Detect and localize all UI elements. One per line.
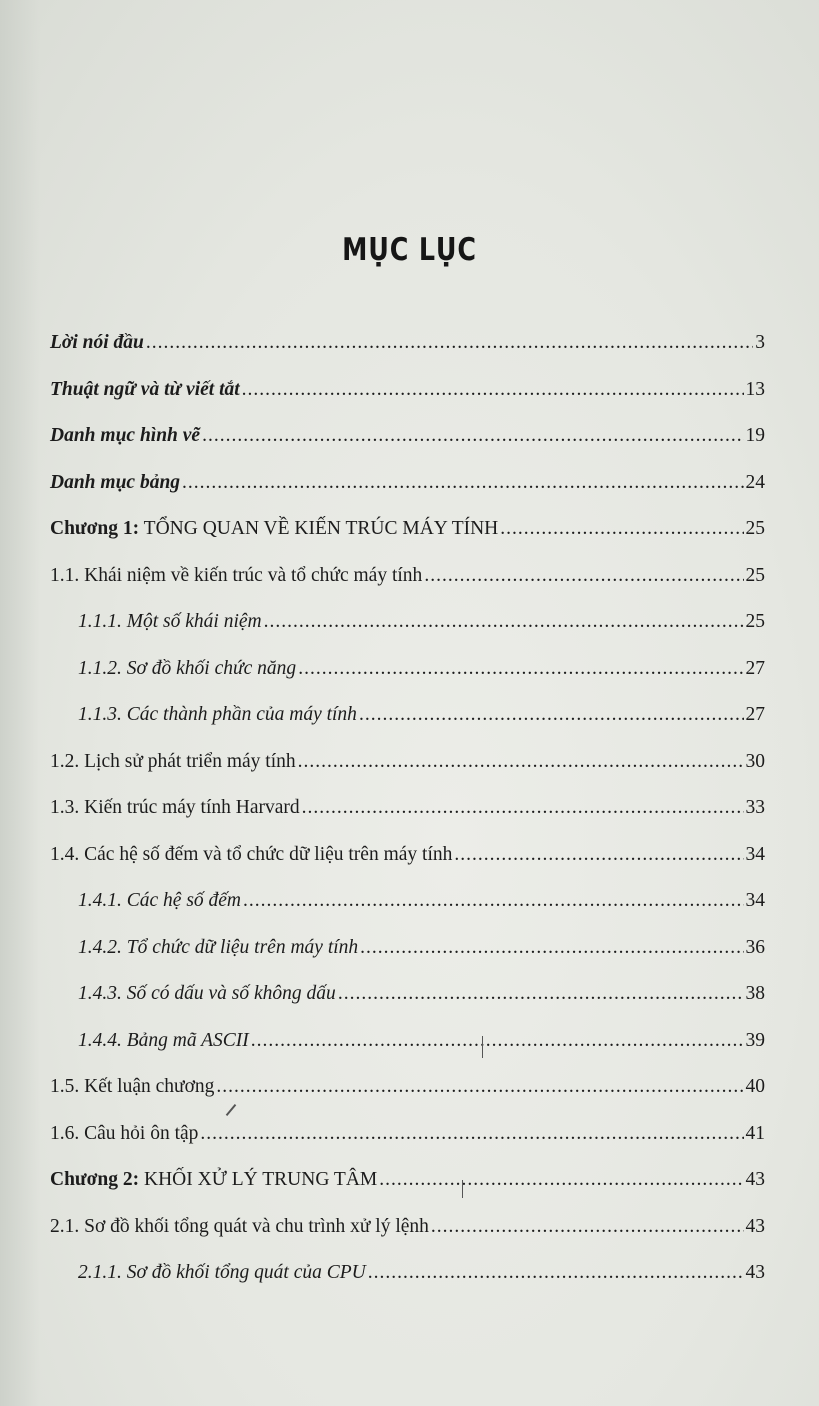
- dot-leader: [216, 1064, 743, 1111]
- toc-entry-label: [50, 1204, 429, 1251]
- toc-entry: [50, 413, 765, 460]
- toc-page-number: 39: [745, 1029, 765, 1051]
- dot-leader: [202, 413, 743, 460]
- toc-entry-text: 1.1. Khái niệm về kiến trúc và tổ chức máy tính: [50, 564, 423, 586]
- toc-page-number: 25: [745, 564, 765, 586]
- dot-leader: [379, 1157, 743, 1204]
- dot-leader: [431, 1204, 744, 1251]
- toc-entry-label: [78, 925, 358, 972]
- toc-entry-text: 2.1. Sơ đồ khối tổng quát và chu trình xử lý lệnh: [50, 1215, 429, 1237]
- toc-entry-text: 1.5. Kết luận chương: [50, 1076, 215, 1097]
- toc-entry-label: [50, 1157, 377, 1204]
- page-title: MỤC LỤC: [342, 232, 477, 268]
- dot-leader: [264, 599, 744, 646]
- toc-page-number: 27: [745, 657, 765, 679]
- toc-page-number: 25: [745, 518, 765, 539]
- toc-entry-text: Danh mục hình vẽ: [50, 425, 201, 446]
- toc-entry: [50, 832, 765, 879]
- chapter-prefix: Chương 2:: [50, 1169, 140, 1190]
- toc-entry-label: [78, 1018, 249, 1065]
- toc-page-number: 43: [745, 1215, 765, 1237]
- toc-entry-label: [78, 599, 262, 646]
- toc-entry-text: Lời nói đầu: [50, 332, 144, 353]
- toc-entry-text: 1.1.2. Sơ đồ khối chức năng: [78, 657, 297, 679]
- toc-entry-text: Danh mục bảng: [50, 471, 181, 493]
- dot-leader: [251, 1018, 744, 1065]
- toc-entry-text: 1.4.3. Số có dấu và số không dấu: [78, 983, 336, 1004]
- toc-entry: [50, 971, 765, 1018]
- dot-leader: [338, 971, 744, 1018]
- toc-entry-text: TỔNG QUAN VỀ KIẾN TRÚC MÁY TÍNH: [139, 518, 499, 539]
- toc-entry: [50, 692, 765, 739]
- toc-page-number: 36: [745, 936, 765, 958]
- toc-entry-text: 1.2. Lịch sử phát triển máy tính: [50, 750, 296, 772]
- toc-entry: [50, 320, 765, 367]
- toc-entry: [50, 925, 765, 972]
- toc-entry-text: 1.1.1. Một số khái niệm: [78, 611, 262, 632]
- toc-entry-label: [78, 878, 241, 925]
- toc-page-number: 34: [745, 843, 765, 865]
- toc-page-number: 24: [745, 471, 765, 493]
- toc-entry-text: 1.6. Câu hỏi ôn tập: [50, 1122, 199, 1144]
- toc-entry-label: [50, 739, 296, 786]
- toc-entry-text: 1.3. Kiến trúc máy tính Harvard: [50, 797, 300, 818]
- dot-leader: [182, 460, 743, 507]
- toc-entry-text: 1.4.2. Tổ chức dữ liệu trên máy tính: [78, 936, 359, 958]
- toc-entry-label: [78, 692, 357, 739]
- toc-page-number: 40: [745, 1076, 765, 1097]
- toc-entry-label: [50, 832, 452, 879]
- toc-page-number: 43: [745, 1262, 765, 1283]
- toc-entry-label: [50, 367, 240, 414]
- toc-entry-text: 1.4.1. Các hệ số đếm: [78, 890, 242, 911]
- dot-leader: [243, 878, 743, 925]
- toc-entry: [50, 599, 765, 646]
- toc-entry: [50, 1157, 765, 1204]
- toc-page-number: 25: [745, 611, 765, 632]
- toc-entry-label: [50, 785, 300, 832]
- toc-entry-label: [50, 1064, 214, 1111]
- chapter-prefix: Chương 1:: [50, 518, 140, 539]
- toc-page-number: 43: [745, 1169, 765, 1190]
- toc-entry-label: [78, 971, 336, 1018]
- toc-entry-label: [50, 413, 200, 460]
- toc-entry: [50, 1250, 765, 1297]
- toc-page-number: 41: [745, 1122, 765, 1144]
- dot-leader: [242, 367, 744, 414]
- dot-leader: [368, 1250, 744, 1297]
- toc-page-number: 30: [745, 750, 765, 772]
- toc-entry: [50, 1204, 765, 1251]
- toc-page-number: 3: [755, 332, 765, 353]
- dot-leader: [298, 646, 743, 693]
- toc-entry: [50, 506, 765, 553]
- toc-entry-text: Thuật ngữ và từ viết tắt: [50, 378, 240, 400]
- stray-mark: [482, 1036, 483, 1058]
- toc-page-number: 13: [745, 378, 765, 400]
- toc-entry: [50, 367, 765, 414]
- toc-entry-text: 1.1.3. Các thành phần của máy tính: [78, 704, 357, 725]
- dot-leader: [302, 785, 744, 832]
- page-edge-shadow: [0, 0, 40, 1406]
- toc-page-number: 38: [745, 983, 765, 1004]
- toc-page-number: 19: [745, 425, 765, 446]
- stray-mark: [462, 1180, 463, 1198]
- dot-leader: [146, 320, 753, 367]
- toc-entry: [50, 460, 765, 507]
- toc-entry-label: [50, 1111, 198, 1158]
- toc-entry: [50, 646, 765, 693]
- toc-entry-label: [50, 553, 422, 600]
- toc-entry-label: [78, 646, 296, 693]
- toc-page-number: 34: [745, 890, 765, 911]
- toc-entry: [50, 1111, 765, 1158]
- toc-entry: [50, 1064, 765, 1111]
- toc-entry-text: 1.4. Các hệ số đếm và tổ chức dữ liệu trên máy tính: [50, 843, 453, 865]
- toc-entry-label: [50, 506, 498, 553]
- toc-entry-label: [50, 320, 144, 367]
- dot-leader: [359, 692, 744, 739]
- toc-entry-label: [78, 1250, 366, 1297]
- dot-leader: [500, 506, 743, 553]
- table-of-contents: [50, 320, 765, 1297]
- toc-entry-text: KHỐI XỬ LÝ TRUNG TÂM: [139, 1169, 378, 1190]
- dot-leader: [360, 925, 743, 972]
- toc-entry: [50, 739, 765, 786]
- dot-leader: [200, 1111, 743, 1158]
- dot-leader: [454, 832, 743, 879]
- toc-entry-text: 2.1.1. Sơ đồ khối tổng quát của CPU: [78, 1262, 366, 1283]
- toc-entry: [50, 553, 765, 600]
- toc-entry: [50, 785, 765, 832]
- dot-leader: [298, 739, 744, 786]
- toc-entry-text: 1.4.4. Bảng mã ASCII: [78, 1029, 249, 1051]
- toc-page-number: 33: [745, 797, 765, 818]
- toc-page-number: 27: [745, 704, 765, 725]
- toc-entry-label: [50, 460, 180, 507]
- toc-entry: [50, 1018, 765, 1065]
- toc-entry: [50, 878, 765, 925]
- dot-leader: [424, 553, 743, 600]
